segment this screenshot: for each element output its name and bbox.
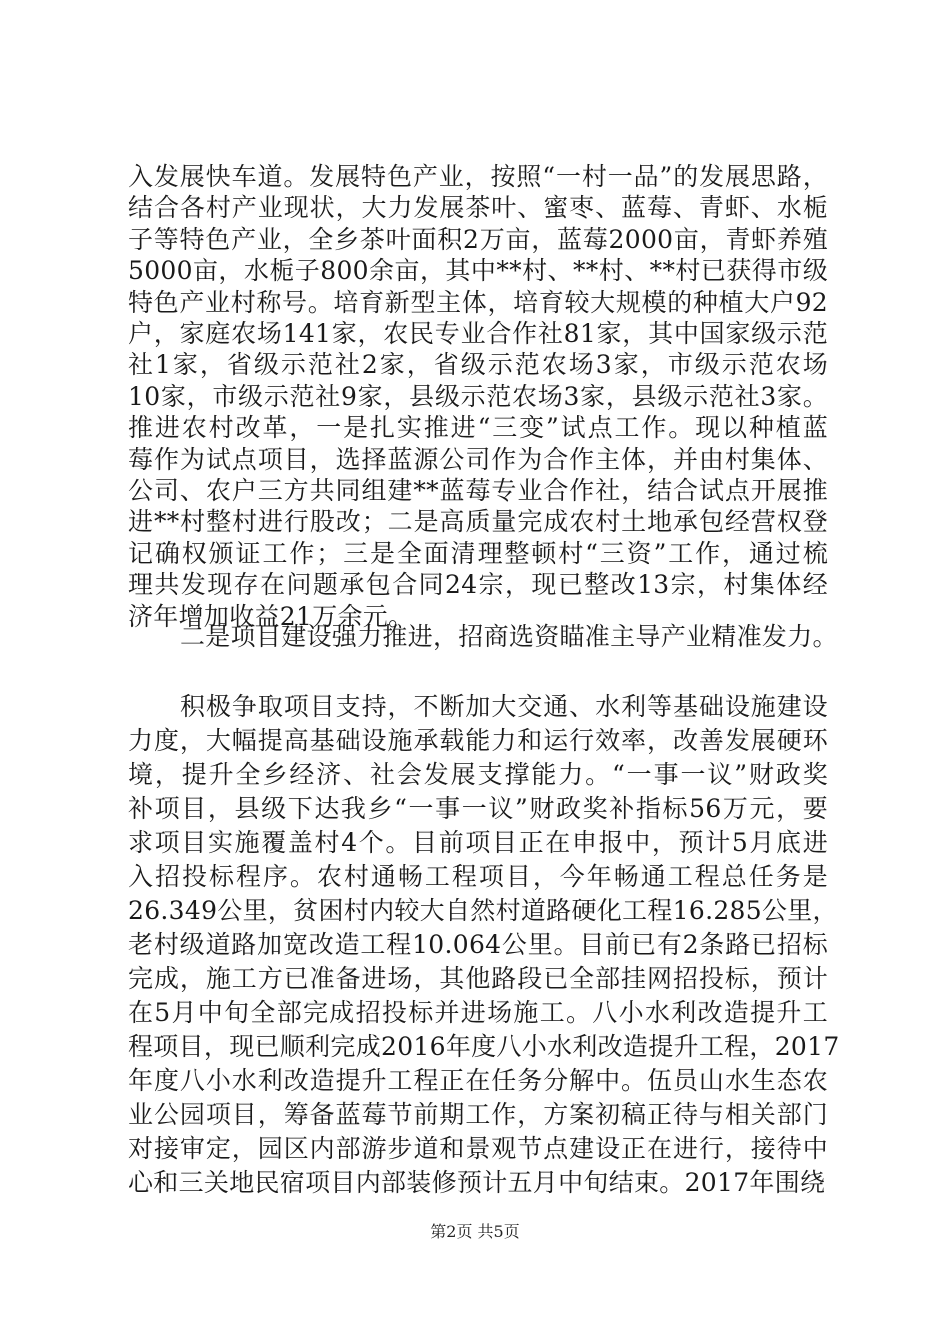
text-line: 在5月中旬全部完成招投标并进场施工。八小水利改造提升工 — [128, 998, 828, 1027]
text-line: 理共发现存在问题承包合同24宗，现已整改13宗，村集体经 — [128, 570, 828, 600]
text-line: 特色产业村称号。培育新型主体，培育较大规模的种植大户92 — [128, 287, 828, 317]
text-line: 入招投标程序。农村通畅工程项目，今年畅通工程总任务是 — [128, 862, 828, 891]
text-line: 力度，大幅提高基础设施承载能力和运行效率，改善发展硬环 — [128, 726, 828, 755]
text-line: 公司、农户三方共同组建**蓝莓专业合作社，结合试点开展推 — [128, 476, 828, 505]
text-line: 5000亩，水栀子800余亩，其中**村、**村、**村已获得市级 — [128, 256, 828, 286]
text-line: 莓作为试点项目，选择蓝源公司作为合作主体，并由村集体、 — [128, 444, 828, 474]
text-line: 济年增加收益21万余元。 — [128, 601, 414, 631]
text-line: 结合各村产业现状，大力发展茶叶、蜜枣、蓝莓、青虾、水栀 — [128, 193, 828, 223]
text-line: 入发展快车道。发展特色产业，按照“一村一品”的发展思路， — [128, 162, 828, 191]
text-line: 10家，市级示范社9家，县级示范农场3家，县级示范社3家。 — [128, 381, 828, 411]
page-footer: 第2页 共5页 — [430, 1222, 520, 1241]
section-heading: 二是项目建设强力推进，招商选资瞄准主导产业精准发力。 — [180, 622, 838, 651]
text-line: 业公园项目，筹备蓝莓节前期工作，方案初稿正待与相关部门 — [128, 1100, 828, 1129]
text-line: 程项目，现已顺利完成2016年度八小水利改造提升工程，2017 — [128, 1032, 840, 1061]
text-line: 推进农村改革，一是扎实推进“三变”试点工作。现以种植蓝 — [128, 413, 828, 443]
text-line: 进**村整村进行股改；二是高质量完成农村土地承包经营权登 — [128, 507, 828, 537]
text-line: 户，家庭农场141家，农民专业合作社81家，其中国家级示范 — [128, 319, 828, 348]
text-line: 完成，施工方已准备进场，其他路段已全部挂网招投标，预计 — [128, 964, 828, 993]
text-line: 求项目实施覆盖村4个。目前项目正在申报中，预计5月底进 — [128, 828, 828, 857]
text-line: 26.349公里，贫困村内较大自然村道路硬化工程16.285公里， — [128, 896, 838, 925]
text-line: 心和三关地民宿项目内部装修预计五月中旬结束。2017年围绕 — [128, 1168, 826, 1197]
text-line: 补项目，县级下达我乡“一事一议”财政奖补指标56万元，要 — [128, 794, 828, 823]
text-line: 年度八小水利改造提升工程正在任务分解中。伍员山水生态农 — [128, 1066, 828, 1095]
text-line: 积极争取项目支持，不断加大交通、水利等基础设施建设 — [180, 692, 828, 721]
text-line: 社1家，省级示范社2家，省级示范农场3家，市级示范农场 — [128, 350, 828, 380]
text-line: 子等特色产业，全乡茶叶面积2万亩，蓝莓2000亩，青虾养殖 — [128, 224, 828, 254]
text-line: 记确权颁证工作；三是全面清理整顿村“三资”工作，通过梳 — [128, 538, 828, 568]
text-line: 老村级道路加宽改造工程10.064公里。目前已有2条路已招标 — [128, 930, 828, 959]
text-line: 境，提升全乡经济、社会发展支撑能力。“一事一议”财政奖 — [128, 760, 828, 789]
text-line: 对接审定，园区内部游步道和景观节点建设正在进行，接待中 — [128, 1134, 828, 1163]
